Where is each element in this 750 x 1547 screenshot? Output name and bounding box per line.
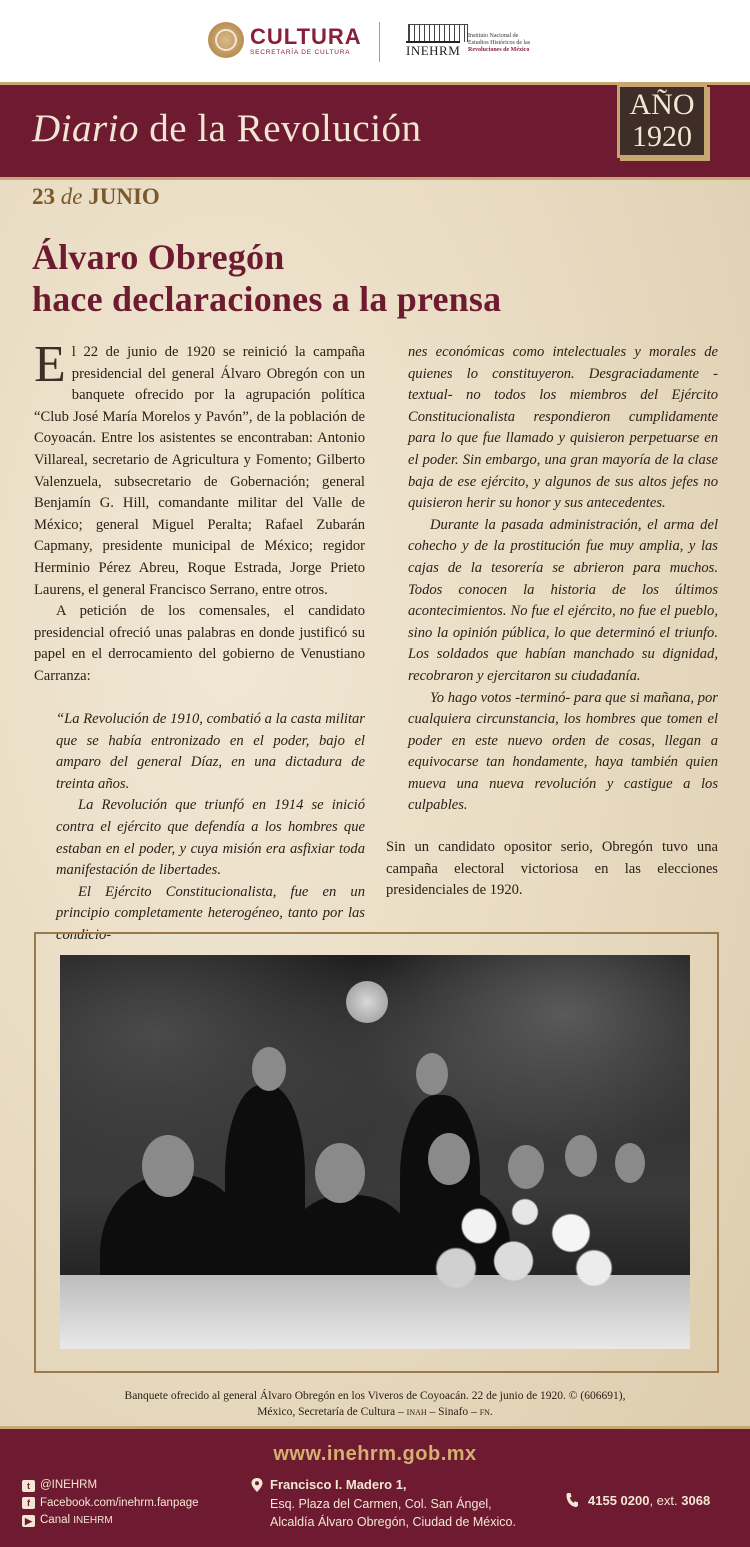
national-seal-icon: [208, 22, 244, 58]
footer: [0, 1429, 750, 1547]
cultura-wordmark: CULTURA: [250, 24, 362, 49]
phone-number[interactable]: 4155 0200, ext. 3068: [588, 1493, 711, 1508]
quote-continuation: [386, 342, 718, 817]
inehrm-name-line: Revoluciones de México: [468, 47, 530, 53]
quote-paragraph: Durante la pasada administración, el arma del cohecho y de la prostitución fue muy amplia, y las cajas de la tesorería se abrieron para muchos. Todos conocen la historia de los últimos acontecimientos. No fue el ejército, no fue el pueblo, sino la opinión pública, lo que determinó el triunfo. Los soldados que habían manchado su dignidad, recobraron y ejercitaron su ciudadanía.: [408, 516, 718, 684]
twitter-link[interactable]: [22, 1477, 199, 1495]
article-column-right: [386, 342, 718, 902]
quote-block: [34, 709, 365, 947]
title-italic: Diario: [32, 107, 140, 150]
address-street: Francisco I. Madero 1,: [270, 1477, 407, 1492]
drop-cap: E: [34, 336, 66, 393]
paragraph: A petición de los comensales, el candidato presidencial ofreció unas palabras en donde justificó su papel en el derrocamiento del gobierno de Venustiano Carranza:: [34, 603, 365, 684]
year-label: AÑO: [629, 88, 695, 121]
caption-line: México, Secretaría de Cultura – inah – Sinafo – fn.: [257, 1406, 493, 1418]
social-links: [22, 1477, 199, 1530]
title-rest: de la Revolución: [139, 107, 422, 150]
date-day: 23: [32, 184, 55, 209]
photo-face: [315, 1143, 365, 1203]
quote-paragraph: nes económicas como intelectuales y morales de quienes lo constituyeron. Desgraciadamente -textual- no todos los miembros del Ejército Constitucionalista respondieron cumplidamente para lo que fue llamado y quisieron perpetuarse en el poder. Sin embargo, una gran mayoría de la clase baja de ese ejército, y algunos de sus altos jefes no quisieron herir su honor y sus antecedentes.: [408, 344, 718, 512]
headline-line: hace declaraciones a la prensa: [32, 279, 502, 319]
photo-face: [416, 1053, 448, 1095]
twitter-handle: @INEHRM: [40, 1479, 98, 1491]
address-line: Alcaldía Álvaro Obregón, Ciudad de México.: [270, 1515, 516, 1529]
article-date: [32, 184, 160, 210]
inehrm-logo[interactable]: [406, 24, 546, 60]
facebook-link[interactable]: [22, 1495, 199, 1513]
date-de: de: [55, 184, 89, 209]
publication-title: [32, 106, 422, 151]
inehrm-wordmark: INEHRM: [406, 43, 461, 58]
youtube-icon: ▶: [22, 1515, 35, 1527]
date-month: JUNIO: [88, 184, 160, 209]
quote-paragraph: La Revolución que triunfó en 1914 se inició contra el ejército que defendía a los hombres que estaban en el poder, y cuya misión era asfixiar toda manifestación de libertades.: [56, 797, 365, 879]
quote-paragraph: “La Revolución de 1910, combatió a la casta militar que se había entronizado en el poder, bajo el amparo del general Díaz, en una dictadura de treinta años.: [56, 711, 365, 792]
map-pin-icon: [250, 1478, 264, 1492]
address: [270, 1476, 516, 1532]
caption-line: Banquete ofrecido al general Álvaro Obregón en los Viveros de Coyoacán. 22 de junio de 1920. © (606691),: [124, 1390, 626, 1402]
inehrm-name-line: Instituto Nacional de: [468, 33, 519, 39]
headline-line: Álvaro Obregón: [32, 237, 285, 277]
article-column-left: [34, 336, 365, 947]
cultura-logo[interactable]: [208, 22, 362, 62]
paragraph: Sin un candidato opositor serio, Obregón tuvo una campaña electoral victoriosa en las elecciones presidenciales de 1920.: [386, 839, 718, 899]
phone-icon: [565, 1492, 579, 1508]
year-badge: [617, 84, 707, 158]
quote-paragraph: Yo hago votos -terminó- para que si mañana, por cualquiera circunstancia, los hombres que tomen el poder en este nuevo orden de cosas, llegan a equivocarse tan hondamente, haya también quien mueva una nueva revolución y castigue a los culpables.: [408, 689, 718, 814]
headline: [32, 236, 501, 320]
youtube-link[interactable]: [22, 1512, 199, 1530]
twitter-icon: t: [22, 1480, 35, 1492]
youtube-channel: INEHRM: [73, 1515, 113, 1526]
building-icon: [408, 24, 468, 42]
year-value: 1920: [632, 120, 692, 153]
logo-divider: [379, 22, 380, 62]
photo-hat: [346, 981, 388, 1023]
youtube-prefix: Canal: [40, 1514, 71, 1526]
quote-paragraph: El Ejército Constitucionalista, fue en un principio completamente heterogéneo, tanto por las condicio-: [56, 883, 365, 944]
header-rule-bottom: [0, 177, 750, 180]
facebook-url: Facebook.com/inehrm.fanpage: [40, 1496, 199, 1509]
photo-face: [142, 1135, 194, 1197]
photo-caption: [40, 1388, 710, 1420]
inehrm-name-line: Estudios Históricos de las: [468, 40, 531, 46]
facebook-icon: f: [22, 1497, 35, 1509]
cultura-subtitle: SECRETARÍA DE CULTURA: [250, 49, 351, 56]
photo-face: [252, 1047, 286, 1091]
address-line: Esq. Plaza del Carmen, Col. San Ángel,: [270, 1496, 492, 1511]
paragraph-text: l 22 de junio de 1920 se reinició la campaña presidencial del general Álvaro Obregón con un banquete ofrecido por la agrupación política “Club José María Morelos y Pavón”, de la población de Coyoacán. Entre los asistentes se encontraban: Antonio Villareal, secretario de Agricultura y Fomento; Gilberto Valenzuela, subsecretario de Gobernación; general Benjamín G. Hill, comandante militar del Valle de México; general Miguel Peralta; Rafael Zubarán Capmany, presidente municipal de México; regidor Herminio Pérez Abreu, Roque Estrada, Jorge Prieto Laurens, el general Francisco Serrano, entre otros.: [34, 344, 365, 598]
website-link[interactable]: www.inehrm.gob.mx: [273, 1443, 477, 1465]
historic-banquet-photo[interactable]: [60, 955, 690, 1349]
photo-flower-arrangement: [410, 1170, 640, 1310]
inehrm-full-name: [468, 33, 548, 54]
logo-bar: [0, 0, 750, 82]
paragraph: [34, 336, 365, 601]
